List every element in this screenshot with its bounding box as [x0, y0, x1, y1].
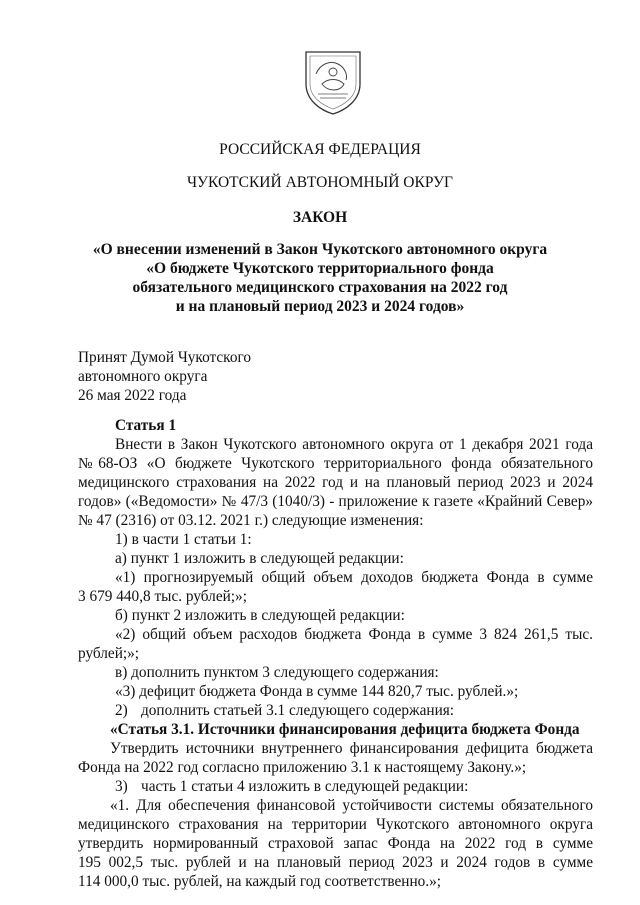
- law-title-line-3: обязательного медицинского страхования на 2022 год: [132, 279, 508, 296]
- body-line: «3) дефицит бюджета Фонда в сумме 144 820,7 тыс. рублей.»;: [115, 683, 519, 700]
- body-line: Утвердить источники внутреннего финансирования дефицита бюджета: [110, 740, 593, 757]
- body-line: «1. Для обеспечения финансовой устойчивости системы обязательного: [110, 797, 593, 814]
- body-line: медицинского страхования на территории Чукотского автономного округа: [78, 816, 593, 833]
- body-line: «2) общий объем расходов бюджета Фонда в сумме 3 824 261,5 тыс.: [115, 626, 593, 643]
- article-heading: Статья 1: [115, 417, 177, 434]
- law-title-line-2: «О бюджете Чукотского территориального фонда: [146, 260, 494, 277]
- law-title-line-1: «О внесении изменений в Закон Чукотского автономного округа: [92, 241, 548, 258]
- adoption-line: Принят Думой Чукотского: [78, 349, 252, 366]
- body-line: № 47 (2316) от 03.12. 2021 г.) следующие изменения:: [78, 512, 424, 529]
- body-line: 114 000,0 тыс. рублей, на каждый год соответственно.»;: [78, 873, 442, 890]
- list-item: дополнить статьей 3.1 следующего содержания:: [141, 702, 455, 719]
- list-item: 1) в части 1 статьи 1:: [115, 531, 252, 548]
- coat-of-arms-icon: [302, 48, 364, 116]
- country-heading: РОССИЙСКАЯ ФЕДЕРАЦИЯ: [219, 141, 421, 158]
- body-line: Фонда на 2022 год согласно приложению 3.1 к настоящему Закону.»;: [78, 759, 527, 776]
- document-type-heading: ЗАКОН: [292, 209, 348, 226]
- law-title-line-4: и на плановый период 2023 и 2024 годов»: [175, 298, 465, 315]
- body-line: 3 679 440,8 тыс. рублей;»;: [78, 588, 247, 605]
- article-3-1-heading: «Статья 3.1. Источники финансирования дефицита бюджета Фонда: [110, 721, 580, 738]
- body-line: Внести в Закон Чукотского автономного округа от 1 декабря 2021 года: [115, 436, 593, 453]
- list-item: б) пункт 2 изложить в следующей редакции:: [115, 607, 405, 624]
- adoption-date: 26 мая 2022 года: [78, 387, 187, 404]
- body-line: рублей;»;: [78, 645, 140, 662]
- region-heading: ЧУКОТСКИЙ АВТОНОМНЫЙ ОКРУГ: [186, 174, 454, 191]
- body-line: утвердить нормированный страховой запас Фонда на 2022 год в сумме: [78, 835, 593, 852]
- list-item: часть 1 статьи 4 изложить в следующей редакции:: [141, 778, 469, 795]
- body-line: 195 002,5 тыс. рублей и на плановый период 2023 и 2024 годов в сумме: [78, 854, 593, 871]
- adoption-line: автономного округа: [78, 368, 208, 385]
- body-line: №68-ОЗ «О бюджете Чукотского территориального фонда обязательного: [78, 455, 593, 472]
- body-line: годов» («Ведомости» № 47/3 (1040/3) - приложение к газете «Крайний Север»: [78, 493, 593, 510]
- body-line: медицинского страхования на 2022 год и на плановый период 2023 и 2024: [78, 474, 593, 491]
- list-item-number: 3): [115, 778, 128, 795]
- list-item-number: 2): [115, 702, 128, 719]
- list-item: в) дополнить пунктом 3 следующего содержания:: [115, 664, 439, 681]
- list-item: а) пункт 1 изложить в следующей редакции:: [115, 550, 404, 567]
- body-line: «1) прогнозируемый общий объем доходов бюджета Фонда в сумме: [115, 569, 593, 586]
